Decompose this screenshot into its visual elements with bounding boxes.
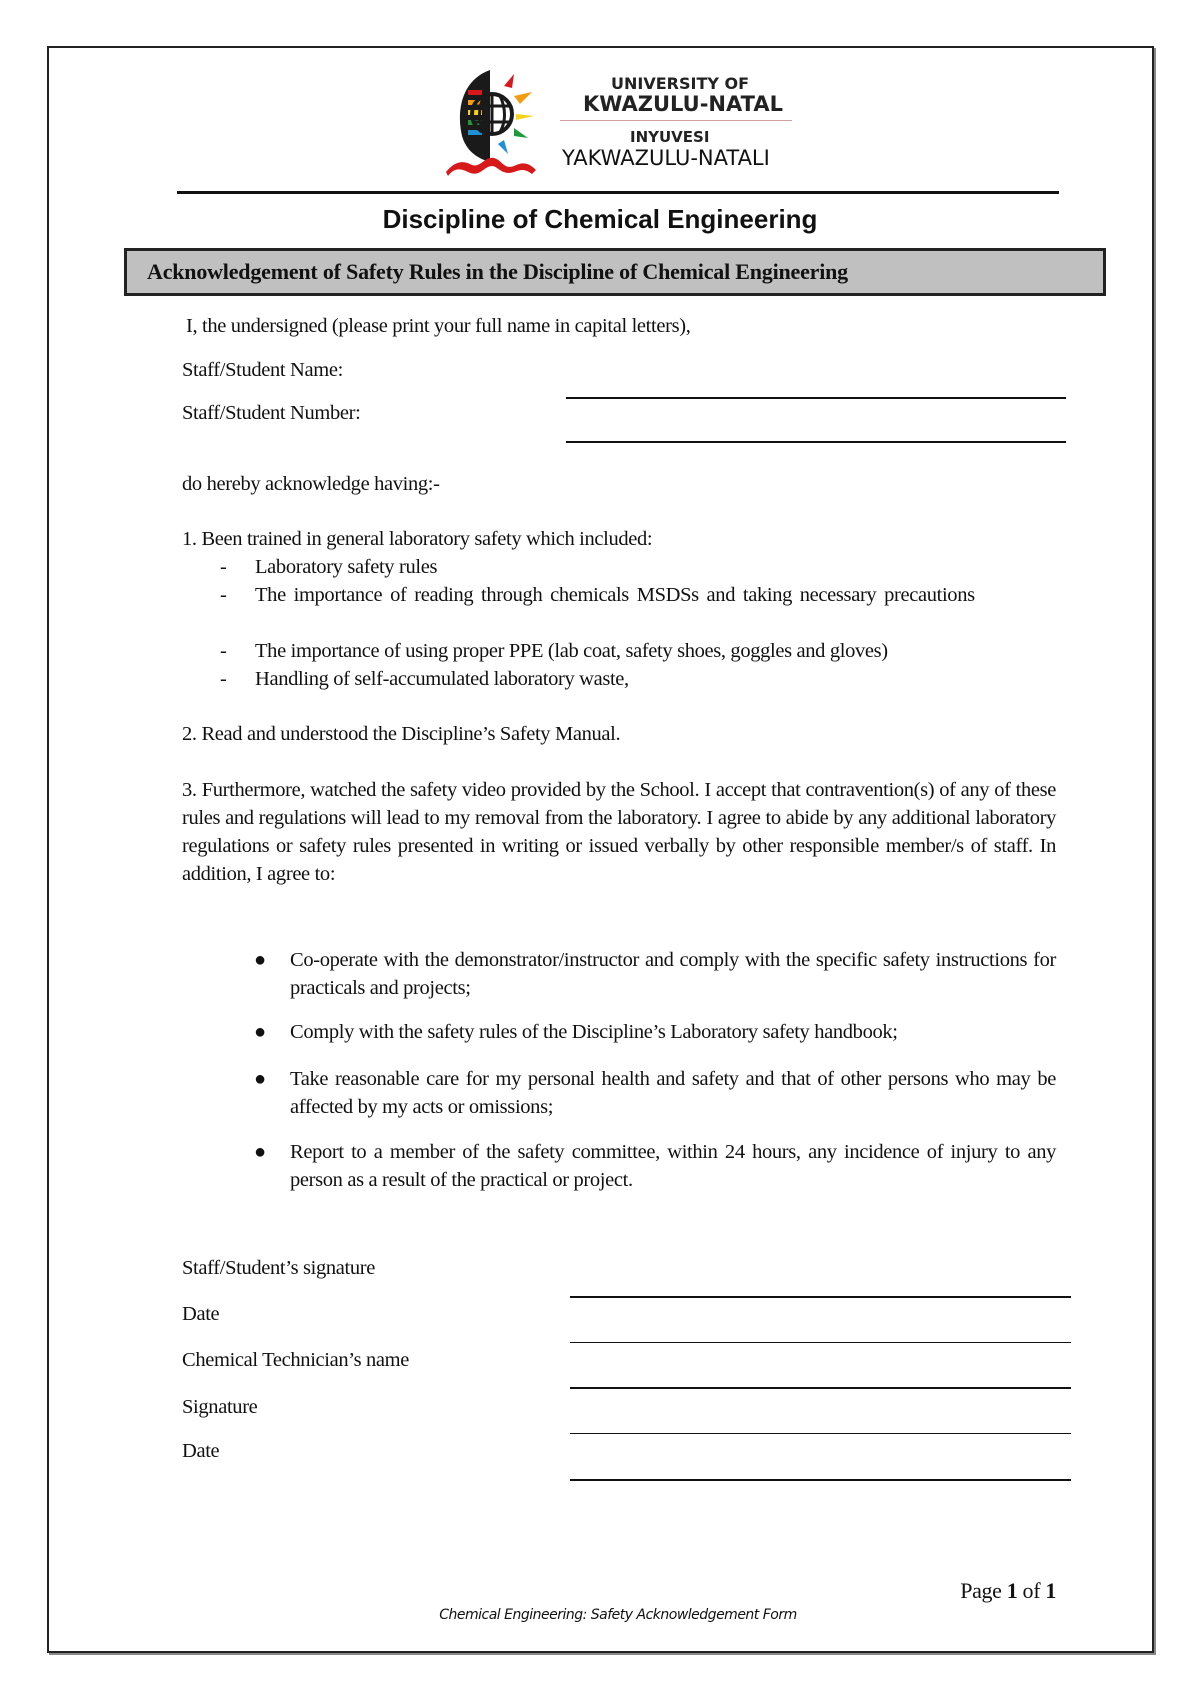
- page-title: Discipline of Chemical Engineering: [382, 204, 818, 234]
- number-input-line[interactable]: [566, 441, 1066, 443]
- dash-marker: -: [220, 584, 227, 606]
- logo-line-kwazulu-natal: KWAZULU-NATAL: [583, 92, 783, 116]
- technician-signature-label: Signature: [182, 1396, 258, 1418]
- number-label: Staff/Student Number:: [182, 402, 361, 424]
- item-3-paragraph: 3. Furthermore, watched the safety video provided by the School. I accept that contravention(s) of any of these rules and regulations will lead to my removal from the laboratory. I agree to abide by any additional laboratory regulations or safety rules presented in writing or issued verbally by other responsible member/s of staff. In addition, I agree to:: [182, 779, 1056, 885]
- name-label: Staff/Student Name:: [182, 359, 343, 381]
- acknowledge-text: do hereby acknowledge having:-: [182, 473, 440, 495]
- footer-caption: Chemical Engineering: Safety Acknowledgement Form: [439, 1607, 797, 1623]
- dash-marker: -: [220, 640, 227, 662]
- bullet-dot-icon: ●: [254, 1068, 266, 1090]
- intro-text: I, the undersigned (please print your full name in capital letters),: [186, 315, 691, 337]
- dash-marker: -: [220, 556, 227, 578]
- technician-date-line[interactable]: [570, 1479, 1071, 1481]
- logo-line-university-of: UNIVERSITY OF: [611, 74, 750, 93]
- technician-name-line[interactable]: [570, 1387, 1071, 1389]
- technician-name-label: Chemical Technician’s name: [182, 1349, 410, 1371]
- date-line[interactable]: [570, 1342, 1071, 1343]
- technician-signature-line[interactable]: [570, 1433, 1071, 1434]
- dash-marker: -: [220, 668, 227, 690]
- date-label: Date: [182, 1303, 220, 1325]
- signature-label: Staff/Student’s signature: [182, 1257, 376, 1279]
- signature-line[interactable]: [570, 1296, 1071, 1298]
- form-title: Acknowledgement of Safety Rules in the Discipline of Chemical Engineering: [147, 259, 848, 284]
- form-title-banner: [124, 248, 1106, 296]
- name-input-line[interactable]: [566, 397, 1066, 399]
- bullet-dot-icon: ●: [254, 949, 266, 971]
- bullet-dot-icon: ●: [254, 1021, 266, 1043]
- logo-line-yakwazulu-natali: YAKWAZULU-NATALI: [562, 146, 770, 170]
- technician-date-label: Date: [182, 1440, 220, 1462]
- item-2-text: 2. Read and understood the Discipline’s Safety Manual.: [182, 723, 621, 745]
- logo-divider: [560, 120, 792, 121]
- university-logo: [440, 66, 810, 178]
- logo-line-inyuvesi: INYUVESI: [630, 128, 710, 146]
- page-number: Page 1 of 1: [960, 1578, 1056, 1603]
- item-1-heading: 1. Been trained in general laboratory safety which included:: [182, 528, 653, 550]
- ukzn-shield-icon: [440, 66, 560, 178]
- bullet-dot-icon: ●: [254, 1141, 266, 1163]
- header-rule: [177, 191, 1059, 194]
